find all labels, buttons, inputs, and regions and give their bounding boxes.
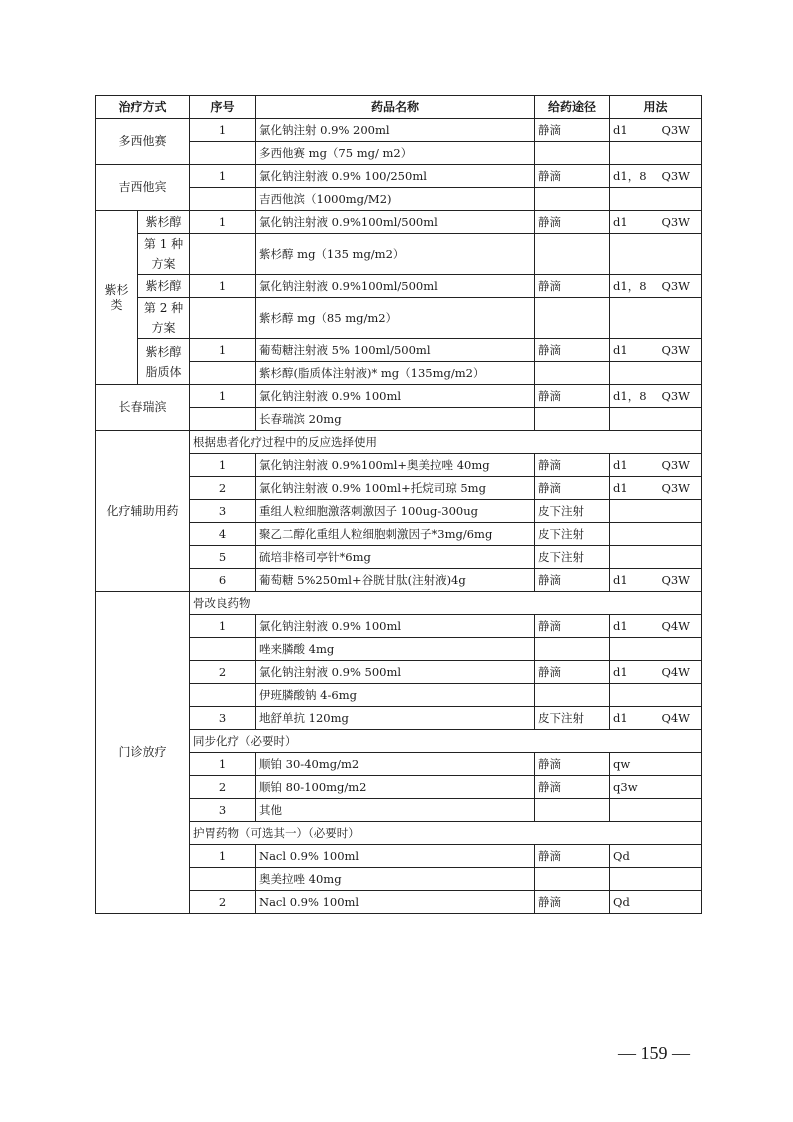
- row-number: [190, 234, 256, 275]
- table-row: [96, 275, 702, 298]
- drug-name: 吉西他滨（1000mg/M2): [256, 188, 535, 211]
- route: [535, 799, 610, 822]
- drug-name: Nacl 0.9% 100ml: [256, 845, 535, 868]
- usage-wrap: [613, 389, 698, 404]
- treatment-group: 化疗辅助用药: [96, 431, 190, 592]
- usage-day: Qd: [613, 894, 630, 909]
- treatment-subgroup: 紫杉醇: [138, 275, 190, 298]
- section-heading: 根据患者化疗过程中的反应选择使用: [190, 431, 702, 454]
- drug-name: 多西他赛 mg（75 mg/ m2）: [256, 142, 535, 165]
- row-number: 1: [190, 615, 256, 638]
- table-row: [96, 165, 702, 188]
- usage-wrap: [613, 757, 698, 772]
- usage: [610, 845, 702, 868]
- usage-frequency: Q3W: [661, 214, 691, 229]
- header-number: 序号: [190, 96, 256, 119]
- usage-frequency: Q3W: [661, 168, 691, 183]
- usage: [610, 615, 702, 638]
- drug-name: 紫杉醇 mg（85 mg/m2）: [256, 298, 535, 339]
- route: 皮下注射: [535, 523, 610, 546]
- usage: [610, 188, 702, 211]
- row-number: 1: [190, 119, 256, 142]
- usage-day: d1: [613, 342, 628, 357]
- usage: [610, 362, 702, 385]
- usage-frequency: Q3W: [661, 278, 691, 293]
- usage: [610, 339, 702, 362]
- usage: [610, 165, 702, 188]
- treatment-group: 紫杉类: [96, 211, 138, 385]
- route: 皮下注射: [535, 546, 610, 569]
- route: [535, 362, 610, 385]
- usage-wrap: [613, 849, 698, 864]
- usage: [610, 298, 702, 339]
- route: [535, 188, 610, 211]
- route: 静滴: [535, 454, 610, 477]
- usage-day: d1，8: [613, 278, 647, 293]
- table-row: [96, 385, 702, 408]
- row-number: [190, 868, 256, 891]
- usage: [610, 275, 702, 298]
- row-number: 2: [190, 776, 256, 799]
- drug-name: 氯化钠注射液 0.9% 500ml: [256, 661, 535, 684]
- drug-regimen-table: [95, 95, 702, 914]
- usage-wrap: [613, 343, 698, 358]
- usage: [610, 500, 702, 523]
- usage: [610, 546, 702, 569]
- route: 皮下注射: [535, 707, 610, 730]
- treatment-subgroup: 紫杉醇脂质体: [138, 339, 190, 385]
- usage-wrap: [613, 895, 698, 910]
- usage-day: d1: [613, 664, 628, 679]
- drug-name: 葡萄糖注射液 5% 100ml/500ml: [256, 339, 535, 362]
- route: [535, 298, 610, 339]
- treatment-group: 吉西他宾: [96, 165, 190, 211]
- row-number: 3: [190, 799, 256, 822]
- usage-day: d1: [613, 618, 628, 633]
- section-heading: 骨改良药物: [190, 592, 702, 615]
- row-number: 3: [190, 707, 256, 730]
- route: 静滴: [535, 385, 610, 408]
- header-drug-name: 药品名称: [256, 96, 535, 119]
- usage-wrap: [613, 215, 698, 230]
- row-number: [190, 298, 256, 339]
- usage-frequency: Q3W: [661, 480, 691, 495]
- row-number: 1: [190, 211, 256, 234]
- drug-name: 聚乙二醇化重组人粒细胞刺激因子*3mg/6mg: [256, 523, 535, 546]
- drug-name: 氯化钠注射液 0.9% 100/250ml: [256, 165, 535, 188]
- table-row: [96, 431, 702, 454]
- usage-day: d1: [613, 572, 628, 587]
- route: 静滴: [535, 275, 610, 298]
- route: 静滴: [535, 661, 610, 684]
- table-row: [96, 592, 702, 615]
- usage: [610, 753, 702, 776]
- usage: [610, 523, 702, 546]
- row-number: 1: [190, 165, 256, 188]
- drug-name: 其他: [256, 799, 535, 822]
- row-number: [190, 188, 256, 211]
- usage: [610, 891, 702, 914]
- route: 静滴: [535, 477, 610, 500]
- usage-day: Qd: [613, 848, 630, 863]
- drug-name: 伊班膦酸钠 4-6mg: [256, 684, 535, 707]
- section-heading: 同步化疗（必要时）: [190, 730, 702, 753]
- table-header-row: [96, 96, 702, 119]
- usage: [610, 385, 702, 408]
- usage: [610, 119, 702, 142]
- route: [535, 684, 610, 707]
- header-usage: 用法: [610, 96, 702, 119]
- route: 静滴: [535, 753, 610, 776]
- treatment-subgroup: 紫杉醇: [138, 211, 190, 234]
- usage: [610, 661, 702, 684]
- drug-name: 顺铂 30-40mg/m2: [256, 753, 535, 776]
- usage: [610, 211, 702, 234]
- usage: [610, 707, 702, 730]
- usage-day: qw: [613, 756, 631, 771]
- table-row: [96, 234, 702, 275]
- table-row: [96, 211, 702, 234]
- usage-day: d1: [613, 710, 628, 725]
- table-row: [96, 298, 702, 339]
- route: 静滴: [535, 845, 610, 868]
- row-number: 1: [190, 454, 256, 477]
- usage-frequency: Q3W: [661, 572, 691, 587]
- usage-frequency: Q3W: [661, 388, 691, 403]
- usage: [610, 569, 702, 592]
- usage-day: q3w: [613, 779, 638, 794]
- usage: [610, 638, 702, 661]
- treatment-subgroup: 第 2 种方案: [138, 298, 190, 339]
- drug-name: 硫培非格司亭针*6mg: [256, 546, 535, 569]
- route: 静滴: [535, 339, 610, 362]
- treatment-group: 门诊放疗: [96, 592, 190, 914]
- usage-wrap: [613, 780, 698, 795]
- usage-day: d1: [613, 480, 628, 495]
- usage-wrap: [613, 481, 698, 496]
- table-row: [96, 119, 702, 142]
- row-number: 2: [190, 891, 256, 914]
- usage-wrap: [613, 279, 698, 294]
- page-number: — 159 —: [618, 1043, 690, 1063]
- drug-name: 地舒单抗 120mg: [256, 707, 535, 730]
- drug-name: 唑来膦酸 4mg: [256, 638, 535, 661]
- drug-name: 氯化钠注射液 0.9% 100ml: [256, 385, 535, 408]
- route: [535, 142, 610, 165]
- row-number: 6: [190, 569, 256, 592]
- usage-wrap: [613, 619, 698, 634]
- usage-day: d1，8: [613, 388, 647, 403]
- section-heading: 护胃药物（可选其一）（必要时）: [190, 822, 702, 845]
- row-number: 1: [190, 753, 256, 776]
- drug-name: 氯化钠注射 0.9% 200ml: [256, 119, 535, 142]
- row-number: 1: [190, 845, 256, 868]
- drug-name: 氯化钠注射液 0.9%100ml/500ml: [256, 211, 535, 234]
- header-treatment: 治疗方式: [96, 96, 190, 119]
- usage-frequency: Q4W: [661, 710, 691, 725]
- row-number: [190, 408, 256, 431]
- usage-wrap: [613, 711, 698, 726]
- row-number: [190, 362, 256, 385]
- row-number: [190, 638, 256, 661]
- usage-wrap: [613, 665, 698, 680]
- usage: [610, 234, 702, 275]
- drug-name: 重组人粒细胞激落刺激因子 100ug-300ug: [256, 500, 535, 523]
- usage: [610, 408, 702, 431]
- usage-frequency: Q4W: [661, 664, 691, 679]
- route: [535, 638, 610, 661]
- row-number: 2: [190, 477, 256, 500]
- usage-wrap: [613, 573, 698, 588]
- usage: [610, 142, 702, 165]
- row-number: [190, 684, 256, 707]
- drug-name: 紫杉醇 mg（135 mg/m2）: [256, 234, 535, 275]
- usage-day: d1: [613, 214, 628, 229]
- usage-wrap: [613, 123, 698, 138]
- drug-name: 氯化钠注射液 0.9% 100ml+托烷司琼 5mg: [256, 477, 535, 500]
- table-row: [96, 339, 702, 362]
- usage-wrap: [613, 458, 698, 473]
- row-number: 4: [190, 523, 256, 546]
- route: 皮下注射: [535, 500, 610, 523]
- usage: [610, 799, 702, 822]
- usage-day: d1，8: [613, 168, 647, 183]
- drug-name: 紫杉醇(脂质体注射液)* mg（135mg/m2）: [256, 362, 535, 385]
- usage-frequency: Q3W: [661, 342, 691, 357]
- usage-frequency: Q3W: [661, 122, 691, 137]
- treatment-group: 长春瑞滨: [96, 385, 190, 431]
- usage: [610, 776, 702, 799]
- drug-name: 长春瑞滨 20mg: [256, 408, 535, 431]
- row-number: 5: [190, 546, 256, 569]
- drug-name: 氯化钠注射液 0.9% 100ml: [256, 615, 535, 638]
- row-number: 2: [190, 661, 256, 684]
- route: 静滴: [535, 211, 610, 234]
- usage-frequency: Q3W: [661, 457, 691, 472]
- route: [535, 408, 610, 431]
- route: 静滴: [535, 615, 610, 638]
- route: 静滴: [535, 891, 610, 914]
- header-route: 给药途径: [535, 96, 610, 119]
- usage: [610, 868, 702, 891]
- route: [535, 868, 610, 891]
- usage-day: d1: [613, 457, 628, 472]
- row-number: 3: [190, 500, 256, 523]
- drug-name: 氯化钠注射液 0.9%100ml/500ml: [256, 275, 535, 298]
- row-number: [190, 142, 256, 165]
- usage: [610, 477, 702, 500]
- treatment-group: 多西他赛: [96, 119, 190, 165]
- drug-name: Nacl 0.9% 100ml: [256, 891, 535, 914]
- route: 静滴: [535, 569, 610, 592]
- route: [535, 234, 610, 275]
- usage: [610, 684, 702, 707]
- row-number: 1: [190, 385, 256, 408]
- route: 静滴: [535, 119, 610, 142]
- row-number: 1: [190, 339, 256, 362]
- drug-name: 奥美拉唑 40mg: [256, 868, 535, 891]
- usage-day: d1: [613, 122, 628, 137]
- drug-name: 氯化钠注射液 0.9%100ml+奥美拉唑 40mg: [256, 454, 535, 477]
- usage: [610, 454, 702, 477]
- usage-wrap: [613, 169, 698, 184]
- treatment-subgroup: 第 1 种方案: [138, 234, 190, 275]
- drug-name: 葡萄糖 5%250ml+谷胱甘肽(注射液)4g: [256, 569, 535, 592]
- route: 静滴: [535, 776, 610, 799]
- route: 静滴: [535, 165, 610, 188]
- row-number: 1: [190, 275, 256, 298]
- usage-frequency: Q4W: [661, 618, 691, 633]
- drug-name: 顺铂 80-100mg/m2: [256, 776, 535, 799]
